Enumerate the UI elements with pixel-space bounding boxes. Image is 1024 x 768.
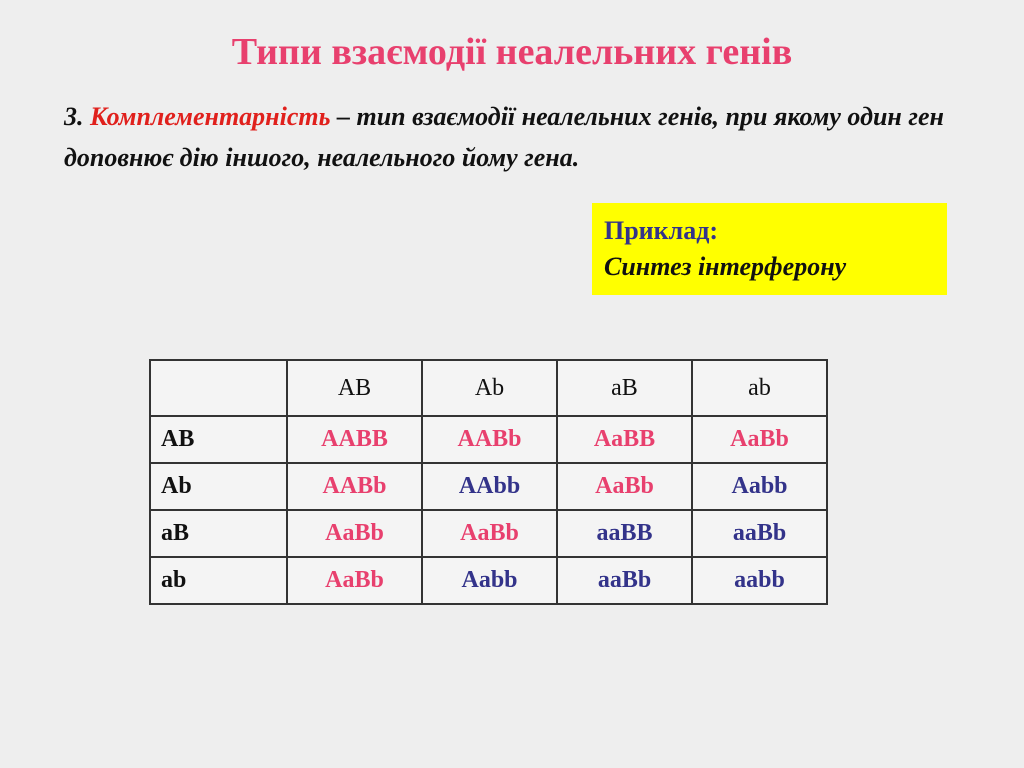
definition-term: Комплементарність: [90, 102, 331, 131]
column-header: AB: [287, 360, 422, 416]
definition-number: 3.: [64, 102, 84, 131]
genotype-cell: AaBb: [557, 463, 692, 510]
table-row: [150, 510, 827, 557]
genotype-cell: AaBB: [557, 416, 692, 463]
genotype-cell: aabb: [692, 557, 827, 604]
row-header: Ab: [150, 463, 287, 510]
slide-title: Типи взаємодії неалельних генів: [231, 31, 793, 73]
definition-paragraph: [64, 96, 964, 178]
genotype-cell: Aabb: [422, 557, 557, 604]
definition-text: – тип взаємодії неалельних генів, при якому один ген доповнює дію іншого, неалельного йому гена.: [64, 102, 944, 172]
example-box: [592, 203, 947, 295]
genotype-cell: AaBb: [287, 557, 422, 604]
genotype-cell: AaBb: [287, 510, 422, 557]
genotype-cell: aaBb: [557, 557, 692, 604]
column-header: ab: [692, 360, 827, 416]
genotype-cell: AaBb: [422, 510, 557, 557]
genotype-cell: AaBb: [692, 416, 827, 463]
table-corner-cell: [150, 360, 287, 416]
table-row: [150, 416, 827, 463]
genotype-cell: AABb: [422, 416, 557, 463]
column-header: aB: [557, 360, 692, 416]
genotype-cell: AAbb: [422, 463, 557, 510]
example-value: Синтез інтерферону: [604, 252, 847, 281]
genotype-cell: aaBb: [692, 510, 827, 557]
row-header: aB: [150, 510, 287, 557]
genotype-cell: AABB: [287, 416, 422, 463]
row-header: AB: [150, 416, 287, 463]
table-row: [150, 463, 827, 510]
row-header: ab: [150, 557, 287, 604]
column-header: Ab: [422, 360, 557, 416]
genotype-cell: AABb: [287, 463, 422, 510]
table-row: [150, 557, 827, 604]
genotype-cell: Aabb: [692, 463, 827, 510]
punnett-square-table: [149, 359, 828, 605]
genotype-cell: aaBB: [557, 510, 692, 557]
example-label: Приклад:: [604, 216, 719, 245]
table-header-row: [150, 360, 827, 416]
